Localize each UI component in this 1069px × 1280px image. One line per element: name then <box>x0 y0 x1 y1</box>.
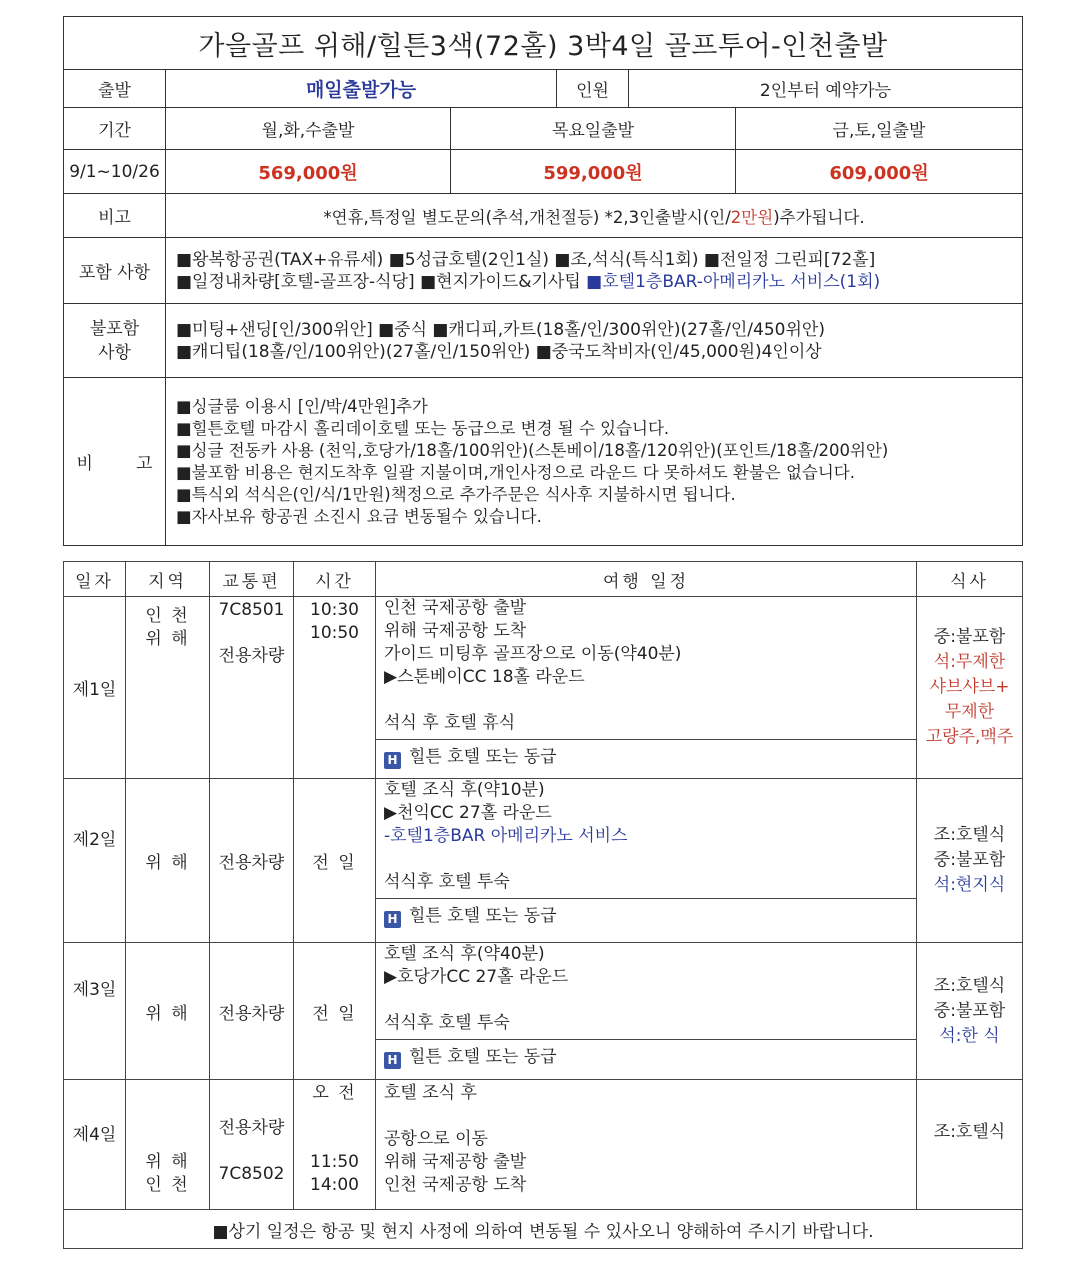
remark-text: *연휴,특정일 별도문의(추석,개천절등) *2,3인출발시(인/2만원)추가됩니다. <box>166 194 1023 238</box>
itinerary-cell: 호텔 조식 후(약40분) ▶호당가CC 27홀 라운드 석식후 호텔 투숙 H 힐튼 호텔 또는 동급 <box>376 943 917 1080</box>
price-value: 599,000원 <box>451 150 736 194</box>
tour-info-table <box>63 16 1023 546</box>
remark-line: ■싱글룸 이용시 [인/박/4만원]추가 <box>176 396 428 416</box>
schedule-day-row <box>64 779 1023 943</box>
excluded-label: 불포함 사항 <box>64 304 166 378</box>
remarks-label: 비 고 <box>64 378 166 546</box>
time-cell: 10:30 10:50 <box>294 597 376 779</box>
region-cell: 위 해 인 천 <box>126 1080 210 1210</box>
schedule-day-row <box>64 943 1023 1080</box>
remark-line: ■자사보유 항공권 소진시 요금 변동될수 있습니다. <box>176 506 542 526</box>
meal-cell: 중:불포함 석:무제한 샤브샤브+ 무제한 고량주,맥주 <box>917 597 1023 779</box>
remark-line: ■싱글 전동카 사용 (천익,호당가/18홀/100위안)(스톤베이/18홀/120위안)(포인트/18홀/200위안) <box>176 440 889 460</box>
day-label: 제1일 <box>64 597 126 779</box>
period-option: 금,토,일출발 <box>736 108 1023 150</box>
meal-cell: 조:호텔식 <box>917 1080 1023 1210</box>
people-label: 인원 <box>557 70 629 108</box>
header-transport: 교통편 <box>210 562 294 597</box>
header-meal: 식사 <box>917 562 1023 597</box>
region-cell: 인 천 위 해 <box>126 597 210 779</box>
itinerary-cell: 호텔 조식 후 공항으로 이동 위해 국제공항 출발 인천 국제공항 도착 <box>376 1080 917 1210</box>
hotel-icon: H <box>384 911 401 928</box>
day-label: 제2일 <box>64 779 126 943</box>
schedule-header <box>64 562 1023 597</box>
region-cell: 위 해 <box>126 943 210 1080</box>
remark-line: ■불포함 비용은 현지도착후 일괄 지불이며,개인사정으로 라운드 다 못하셔도 환불은 없습니다. <box>176 462 855 482</box>
schedule-day-row <box>64 1080 1023 1210</box>
time-cell: 오 전 11:50 14:00 <box>294 1080 376 1210</box>
period-option: 월,화,수출발 <box>166 108 451 150</box>
header-day: 일자 <box>64 562 126 597</box>
price-period-label: 9/1~10/26 <box>64 150 166 194</box>
hotel-icon: H <box>384 1052 401 1069</box>
itinerary-cell: 인천 국제공항 출발 위해 국제공항 도착 가이드 미팅후 골프장으로 이동(약40분) ▶스톤베이CC 18홀 라운드 석식 후 호텔 휴식 H 힐튼 호텔 또는 동급 <box>376 597 917 779</box>
remarks-text <box>166 378 1023 546</box>
hotel-row: H 힐튼 호텔 또는 동급 <box>376 739 916 772</box>
included-label: 포함 사항 <box>64 238 166 304</box>
transport-cell: 전용차량 <box>210 943 294 1080</box>
schedule-day-row <box>64 597 1023 779</box>
included-text: ■왕복항공권(TAX+유류세) ■5성급호텔(2인1실) ■조,석식(특식1회) ■전일정 그린피[72홀] ■일정내차량[호텔-골프장-식당] ■현지가이드&기사팁 ■호텔1층BAR-아메리카노 서비스(1회) <box>166 238 1023 304</box>
departure-value: 매일출발가능 <box>166 70 557 108</box>
transport-cell: 전용차량 7C8502 <box>210 1080 294 1210</box>
period-label: 기간 <box>64 108 166 150</box>
people-value: 2인부터 예약가능 <box>629 70 1023 108</box>
meal-cell: 조:호텔식 중:불포함 석:현지식 <box>917 779 1023 943</box>
period-option: 목요일출발 <box>451 108 736 150</box>
price-value: 609,000원 <box>736 150 1023 194</box>
day-label: 제4일 <box>64 1080 126 1210</box>
remark-label: 비고 <box>64 194 166 238</box>
remark-line: ■힐튼호텔 마감시 홀리데이호텔 또는 동급으로 변경 될 수 있습니다. <box>176 418 670 438</box>
excluded-text: ■미팅+샌딩[인/300위안] ■중식 ■캐디피,카트(18홀/인/300위안)(27홀/인/450위안) ■캐디팁(18홀/인/100위안)(27홀/인/150위안) ■중국도착비자(인/45,000원)4인이상 <box>166 304 1023 378</box>
region-cell: 위 해 <box>126 779 210 943</box>
remark-line: ■특식외 석식은(인/식/1만원)책정으로 추가주문은 식사후 지불하시면 됩니다. <box>176 484 736 504</box>
itinerary-cell: 호텔 조식 후(약10분) ▶천익CC 27홀 라운드 -호텔1층BAR 아메리카노 서비스 석식후 호텔 투숙 H 힐튼 호텔 또는 동급 <box>376 779 917 943</box>
departure-label: 출발 <box>64 70 166 108</box>
transport-cell: 전용차량 <box>210 779 294 943</box>
day-label: 제3일 <box>64 943 126 1080</box>
header-itinerary: 여행 일정 <box>376 562 917 597</box>
hotel-row: H 힐튼 호텔 또는 동급 <box>376 1039 916 1072</box>
page-title: 가을골프 위해/힐튼3색(72홀) 3박4일 골프투어-인천출발 <box>64 17 1023 70</box>
hotel-row: H 힐튼 호텔 또는 동급 <box>376 898 916 931</box>
price-value: 569,000원 <box>166 150 451 194</box>
hotel-icon: H <box>384 752 401 769</box>
header-region: 지역 <box>126 562 210 597</box>
transport-cell: 7C8501 전용차량 <box>210 597 294 779</box>
header-time: 시간 <box>294 562 376 597</box>
time-cell: 전 일 <box>294 779 376 943</box>
footer-note: ■상기 일정은 항공 및 현지 사정에 의하여 변동될 수 있사오니 양해하여 주시기 바랍니다. <box>64 1210 1023 1249</box>
time-cell: 전 일 <box>294 943 376 1080</box>
meal-cell: 조:호텔식 중:불포함 석:한 식 <box>917 943 1023 1080</box>
schedule-table <box>63 561 1023 1249</box>
